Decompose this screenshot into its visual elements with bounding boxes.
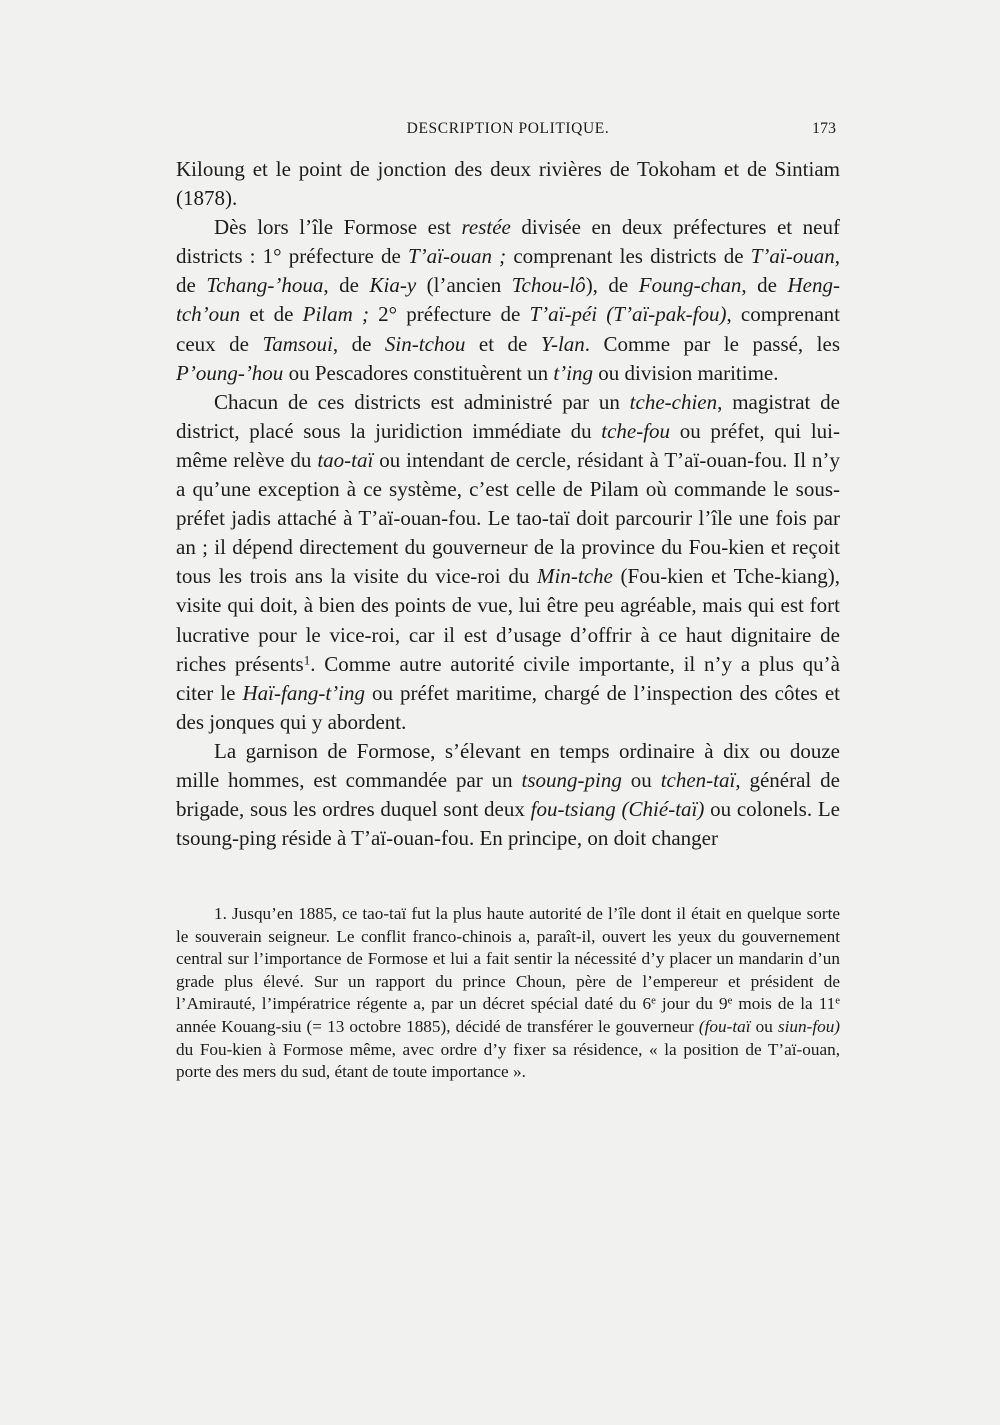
italic-text: Min-tche [537, 564, 613, 589]
italic-text: tao-taï [317, 447, 374, 472]
italic-text: Tchou-lô [511, 273, 586, 298]
footnotes [176, 903, 840, 1084]
text-run: ou division maritime. [593, 360, 779, 385]
page-number: 173 [812, 120, 836, 137]
text-run: , de [323, 273, 370, 298]
text-run: Kiloung et le point de jonction des deux rivières de Tokoham et de Sintiam (1878). [176, 157, 840, 211]
text-run: ou [750, 1016, 778, 1036]
text-run: , comprenant ceux de [176, 302, 840, 356]
text-run: La garnison de Formose, s’élevant en temps ordinaire à dix ou douze mille hommes, est commandée par un [176, 738, 840, 792]
body-paragraph [176, 155, 840, 213]
italic-text: Heng-tch’oun [176, 273, 840, 327]
text-run: ou Pescadores constituèrent un [283, 360, 554, 385]
text-run: 2° préfecture de [368, 302, 530, 327]
text-run: ou colonels. Le tsoung-ping réside à T’aï-ouan-fou. En principe, on doit changer [176, 797, 840, 851]
superscript: 1 [303, 652, 311, 668]
running-head [176, 117, 840, 141]
text-run: , de [332, 331, 385, 356]
text-run: . Comme par le passé, les [584, 331, 840, 356]
text-run: ), de [585, 273, 639, 298]
body-paragraph [176, 737, 840, 853]
text-run: ou préfet maritime, chargé de l’inspection des côtes et des jonques qui y abordent. [176, 680, 840, 734]
text-run: Chacun de ces districts est administré par un [214, 389, 630, 414]
text-run: jour du 9 [655, 994, 728, 1014]
main-text [176, 155, 840, 853]
text-run: ou [621, 767, 661, 792]
italic-text: T’aï-péi (T’aï-pak-fou) [529, 302, 727, 327]
text-run: et de [240, 302, 303, 327]
text-run: 1. Jusqu’en 1885, ce tao-taï fut la plus haute autorité de l’île dont il était en quelque sorte le souverain seigneur. Le conflit franco-chinois a, paraît-il, ouvert les yeux du gouvernement central sur l’importance de Formose et lui a fait sentir la nécessité d’y placer un mandarin d’un grade plus élevé. Sur un rapport du prince Choun, père de l’empereur et président de l’Amirauté, l’impératrice régente a, par un décret spécial daté du 6 [176, 904, 840, 1014]
italic-text: Sin-tchou [384, 331, 466, 356]
italic-text: T’aï-ouan ; [407, 244, 507, 269]
text-run: année Kouang-siu (= 13 octobre 1885), décidé de transférer le gouverneur [176, 1016, 699, 1036]
text-run: (Fou-kien et Tche-kiang), visite qui doit, à bien des points de vue, lui être peu agréable, mais qui est fort lucrative pour le vice-roi, car il est d’usage d’offrir à ce haut dignitaire de riches présents [176, 564, 840, 676]
body-paragraph [176, 213, 840, 388]
italic-text: siun-fou) [777, 1016, 841, 1036]
italic-text: P’oung-’hou [176, 360, 284, 385]
footnote-paragraph [176, 903, 840, 1084]
italic-text: tche-chien [629, 389, 718, 414]
italic-text: restée [461, 215, 511, 240]
italic-text: Y-lan [540, 331, 585, 356]
italic-text: fou-tsiang (Chié-taï) [530, 797, 705, 822]
text-run: Dès lors l’île Formose est [214, 215, 462, 240]
superscript: e [835, 996, 841, 1008]
text-run: (l’ancien [416, 273, 512, 298]
italic-text: tchen-taï [660, 767, 736, 792]
text-run: comprenant les districts de [506, 244, 751, 269]
text-run: , général de brigade, sous les ordres duquel sont deux [176, 767, 840, 822]
italic-text: Tchang-’houa [206, 273, 324, 298]
text-run: et de [465, 331, 541, 356]
italic-text: Pilam ; [302, 302, 369, 327]
italic-text: tsoung-ping [521, 767, 622, 792]
italic-text: T’aï-ouan [750, 244, 835, 269]
text-run: du Fou-kien à Formose même, avec ordre d’y fixer sa résidence, « la position de T’aï-ouan, porte des mers du sud, étant de toute importance ». [176, 1039, 840, 1082]
italic-text: Tamsoui [262, 331, 333, 356]
superscript: e [651, 996, 656, 1008]
text-run: mois de la 11 [732, 994, 836, 1014]
running-title: DESCRIPTION POLITIQUE. [406, 120, 610, 137]
body-paragraph [176, 388, 840, 737]
text-run: ou intendant de cercle, résidant à T’aï-ouan-fou. Il n’y a qu’une exception à ce système, c’est celle de Pilam où commande le sous-préfet jadis attaché à T’aï-ouan-fou. Le tao-taï doit parcourir l’île une fois par an ; il dépend directement du gouverneur de la province du Fou-kien et reçoit tous les trois ans la visite du vice-roi du [176, 447, 841, 589]
text-run: , de [741, 273, 788, 298]
italic-text: Haï-fang-t’ing [242, 680, 365, 705]
superscript: e [727, 996, 733, 1008]
italic-text: Kia-y [369, 273, 417, 298]
italic-text: t’ing [553, 360, 594, 385]
italic-text: Foung-chan [638, 273, 742, 298]
text-run: . Comme autre autorité civile importante, il n’y a plus qu’à citer le [176, 651, 840, 705]
text-run: divisée en deux préfectures et neuf districts : 1° préfecture de [176, 215, 840, 269]
italic-text: (fou-taï [698, 1016, 751, 1036]
text-run: ou préfet, qui lui-même relève du [176, 418, 840, 472]
italic-text: tche-fou [601, 418, 671, 443]
text-run: , magistrat de district, placé sous la juridiction immédiate du [176, 389, 840, 443]
text-run: , de [176, 244, 840, 298]
